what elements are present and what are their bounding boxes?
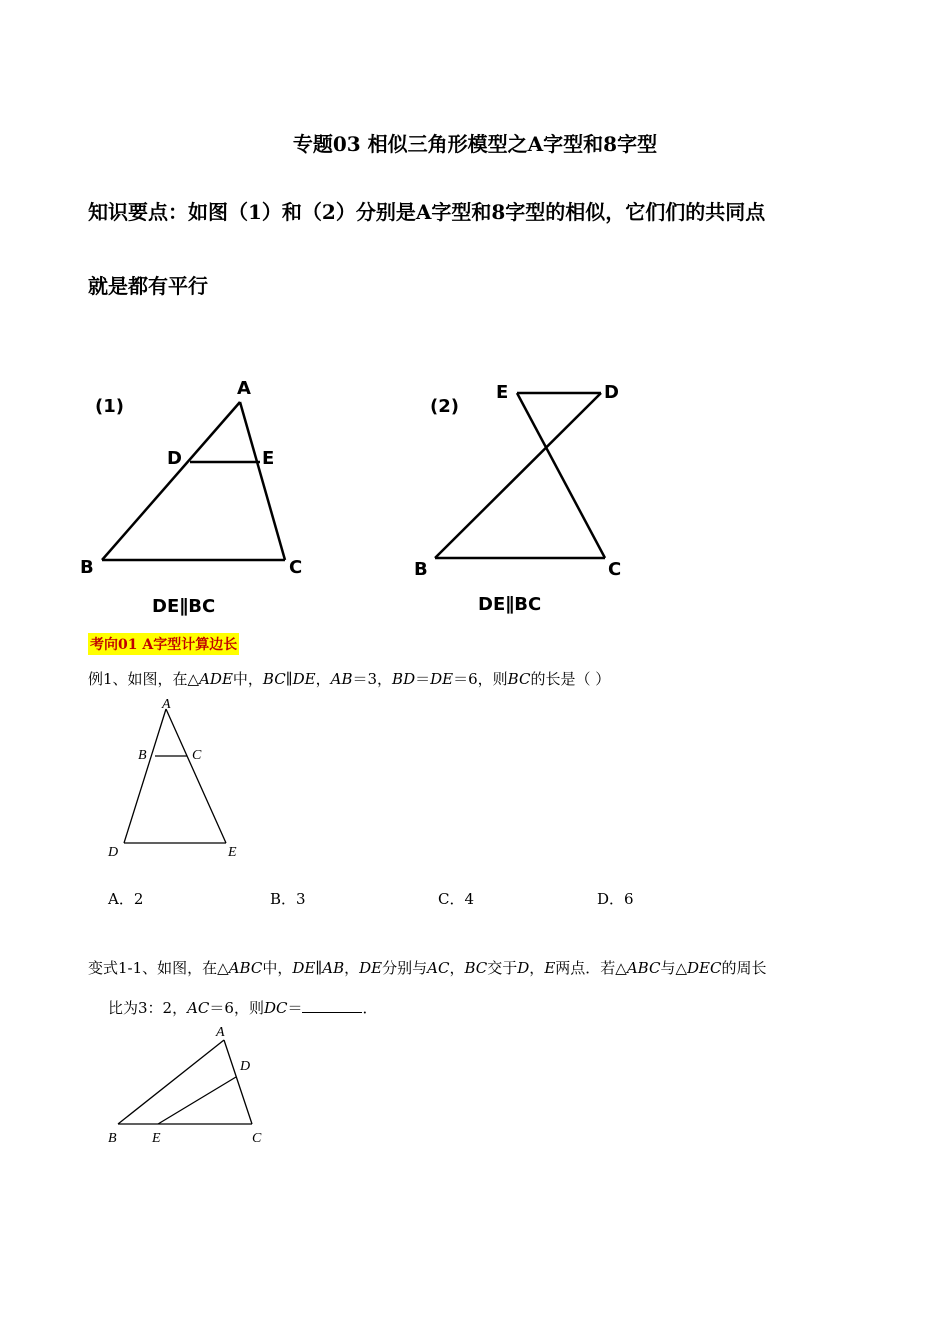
fig1-point-b: B <box>80 557 94 578</box>
ex1-point-d: D <box>108 845 119 860</box>
var-point-d: D <box>240 1059 251 1074</box>
figure-1-a-shape <box>70 370 330 620</box>
option-d[interactable]: D．6 <box>597 890 634 908</box>
fig2-point-b: B <box>414 559 428 580</box>
page-title: 专题03 相似三角形模型之A字型和8字型 <box>292 132 658 156</box>
fig2-point-c: C <box>608 559 622 580</box>
ex1-point-c: C <box>192 748 202 763</box>
var-point-a: A <box>216 1025 225 1040</box>
fig2-point-e: E <box>496 382 509 403</box>
ex1-point-a: A <box>162 697 171 712</box>
option-a[interactable]: A．2 <box>108 890 144 908</box>
variant-1-1-figure <box>100 1020 280 1155</box>
option-c[interactable]: C．4 <box>438 890 475 908</box>
fig1-line-ac <box>240 402 285 560</box>
fig1-point-c: C <box>289 557 303 578</box>
knowledge-point-line2: 就是都有平行 <box>88 274 208 298</box>
variant-1-1-question-line2: 比为3：2，AC＝6，则DC＝ ． <box>108 999 378 1017</box>
fig2-point-d: D <box>604 382 619 403</box>
var-line-de <box>158 1077 236 1124</box>
fig2-caption: DE∥BC <box>478 594 542 615</box>
example-1-question: 例1、如图，在△ADE中，BC∥DE，AB＝3，BD＝DE＝6，则BC的长是（ ） <box>88 670 611 688</box>
ex1-line-ae <box>166 709 226 843</box>
fig1-caption: DE∥BC <box>152 596 216 617</box>
fig2-label: (2) <box>430 396 459 417</box>
section-heading: 考向01 A字型计算边长 <box>88 633 239 655</box>
ex1-point-e: E <box>228 845 237 860</box>
fig1-point-d: D <box>167 448 182 469</box>
ex1-point-b: B <box>138 748 147 763</box>
var-point-e: E <box>152 1131 161 1146</box>
fig1-point-a: A <box>237 378 251 399</box>
fig2-line-db <box>435 393 601 558</box>
var-point-b: B <box>108 1131 117 1146</box>
var-line-ab <box>118 1040 224 1124</box>
ex1-line-ad <box>124 709 166 843</box>
fig1-line-ab <box>102 402 240 560</box>
example-1-figure <box>100 695 260 870</box>
answer-blank[interactable] <box>302 998 362 1013</box>
knowledge-point-line1: 知识要点：如图（1）和（2）分别是A字型和8字型的相似，它们们的共同点 <box>88 200 766 224</box>
option-b[interactable]: B．3 <box>270 890 306 908</box>
fig1-label: (1) <box>95 396 124 417</box>
fig1-point-e: E <box>262 448 275 469</box>
variant-1-1-question-line1: 变式1-1、如图，在△ABC中，DE∥AB，DE分别与AC，BC交于D，E两点．若△ABC与△DEC的周长 <box>88 959 767 977</box>
var-point-c: C <box>252 1131 262 1146</box>
figure-2-8-shape <box>405 370 665 620</box>
fig2-line-ec <box>517 393 605 558</box>
